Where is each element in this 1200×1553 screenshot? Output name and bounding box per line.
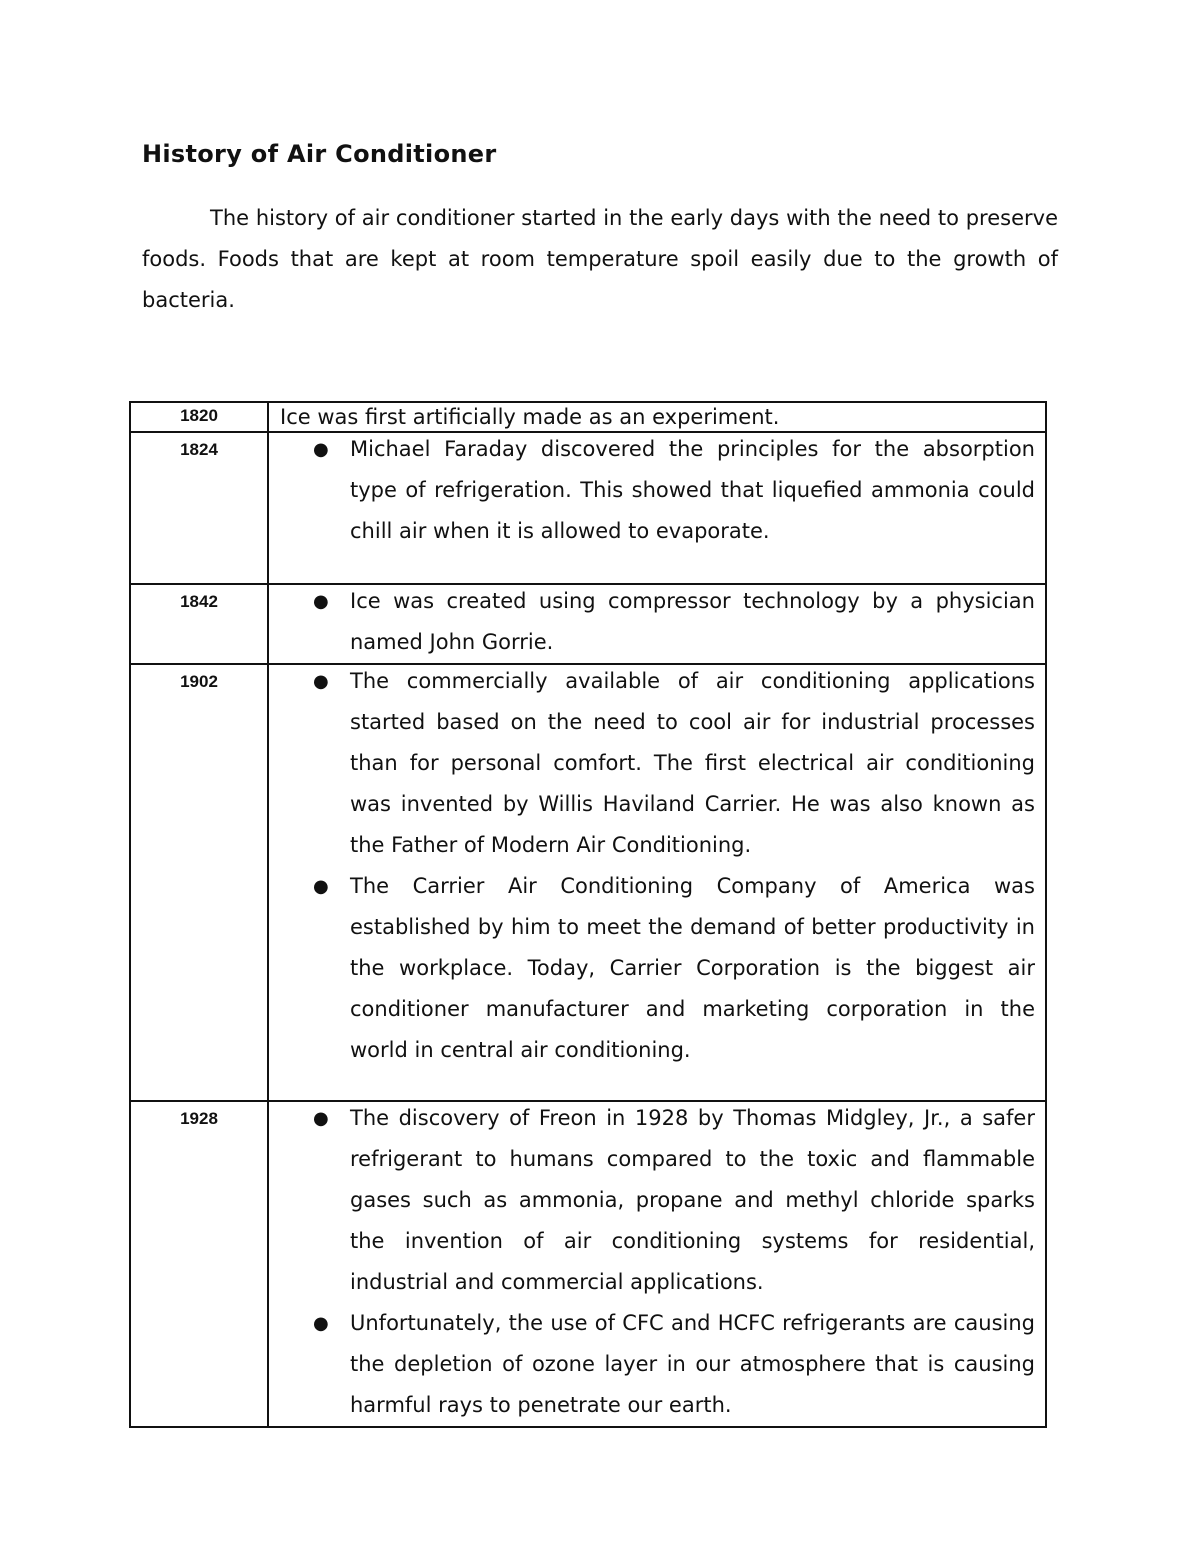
event-text: The discovery of Freon in 1928 by Thomas Midgley, Jr., a safer refrigerant to humans compared to the toxic and flammable gases such as ammonia, propane and methyl chloride sparks the invention of air conditioning systems for residential, industrial and commercial applications. xyxy=(350,1106,1035,1294)
timeline-row xyxy=(130,1101,1046,1427)
description-cell xyxy=(268,664,1046,1101)
list-item xyxy=(269,1098,1035,1303)
description-cell xyxy=(268,432,1046,584)
list-item xyxy=(269,581,1035,663)
event-text: The commercially available of air conditioning applications started based on the need to cool air for industrial processes than for personal comfort. The first electrical air conditioning was invented by Willis Haviland Carrier. He was also known as the Father of Modern Air Conditioning. xyxy=(350,669,1035,857)
timeline-row xyxy=(130,584,1046,664)
year-cell: 1902 xyxy=(130,664,268,1101)
timeline-row xyxy=(130,664,1046,1101)
timeline-table xyxy=(129,401,1047,1428)
list-item xyxy=(269,429,1035,552)
bullet-icon: ● xyxy=(313,1313,329,1334)
event-text: Ice was first artificially made as an experiment. xyxy=(280,405,780,429)
timeline-row xyxy=(130,402,1046,432)
year-cell: 1820 xyxy=(130,402,268,432)
event-list xyxy=(269,429,1045,552)
description-cell xyxy=(268,584,1046,664)
bullet-icon: ● xyxy=(313,1108,329,1129)
list-item xyxy=(269,866,1035,1071)
event-text: Michael Faraday discovered the principles for the absorption type of refrigeration. This showed that liquefied ammonia could chill air when it is allowed to evaporate. xyxy=(350,437,1035,543)
year-cell: 1824 xyxy=(130,432,268,584)
year-cell: 1842 xyxy=(130,584,268,664)
list-item xyxy=(269,661,1035,866)
description-cell xyxy=(268,1101,1046,1427)
event-text: Unfortunately, the use of CFC and HCFC refrigerants are causing the depletion of ozone layer in our atmosphere that is causing harmful rays to penetrate our earth. xyxy=(350,1311,1035,1417)
bullet-icon: ● xyxy=(313,439,329,460)
list-item xyxy=(269,1303,1035,1426)
event-list xyxy=(269,581,1045,663)
intro-paragraph: The history of air conditioner started in the early days with the need to preserve foods. Foods that are kept at room temperature spoil easily due to the growth of bacteria. xyxy=(142,206,1058,312)
event-text: Ice was created using compressor technology by a physician named John Gorrie. xyxy=(350,589,1035,654)
document-title: History of Air Conditioner xyxy=(142,140,497,168)
event-text: The Carrier Air Conditioning Company of America was established by him to meet the demand of better productivity in the workplace. Today, Carrier Corporation is the biggest air conditioner manufacturer and marketing corporation in the world in central air conditioning. xyxy=(350,874,1035,1062)
event-list xyxy=(269,1098,1045,1426)
timeline-row xyxy=(130,432,1046,584)
bullet-icon: ● xyxy=(313,876,329,897)
year-cell: 1928 xyxy=(130,1101,268,1427)
description-cell xyxy=(268,402,1046,432)
bullet-icon: ● xyxy=(313,671,329,692)
event-list xyxy=(269,661,1045,1071)
bullet-icon: ● xyxy=(313,591,329,612)
